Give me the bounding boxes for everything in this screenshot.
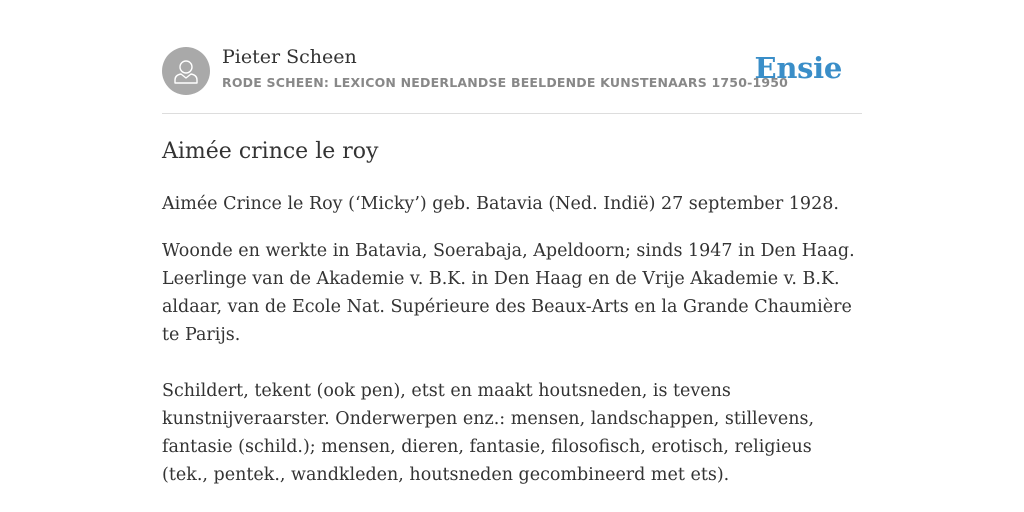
article-header [162, 0, 862, 114]
ensie-logo[interactable]: Ensie [754, 51, 842, 85]
author-name[interactable]: Pieter Scheen [222, 46, 357, 68]
article-title: Aimée crince le roy [162, 139, 379, 164]
author-avatar[interactable] [162, 47, 210, 95]
user-icon [162, 47, 210, 95]
article-paragraph: Aimée Crince le Roy (‘Micky’) geb. Batavia (Ned. Indië) 27 september 1928. [162, 194, 839, 214]
page [162, 0, 862, 485]
article-paragraph: Schildert, tekent (ook pen), etst en maakt houtsneden, is tevens kunstnijveraarster. Onderwerpen enz.: mensen, landschappen, stillevens, fantasie (schild.); mensen, dieren, fantasie, filosofisch, erotisch, religieus (tek., pentek., wandkleden, houtsneden gecombineerd met ets). [162, 381, 815, 485]
source-title[interactable]: RODE SCHEEN: LEXICON NEDERLANDSE BEELDENDE KUNSTENAARS 1750-1950 [222, 75, 789, 90]
article-paragraph: Woonde en werkte in Batavia, Soerabaja, Apeldoorn; sinds 1947 in Den Haag. Leerlinge van de Akademie v. B.K. in Den Haag en de Vrije Akademie v. B.K. aldaar, van de Ecole Nat. Supérieure des Beaux-Arts en la Grande Chaumière te Parijs. [162, 241, 855, 345]
